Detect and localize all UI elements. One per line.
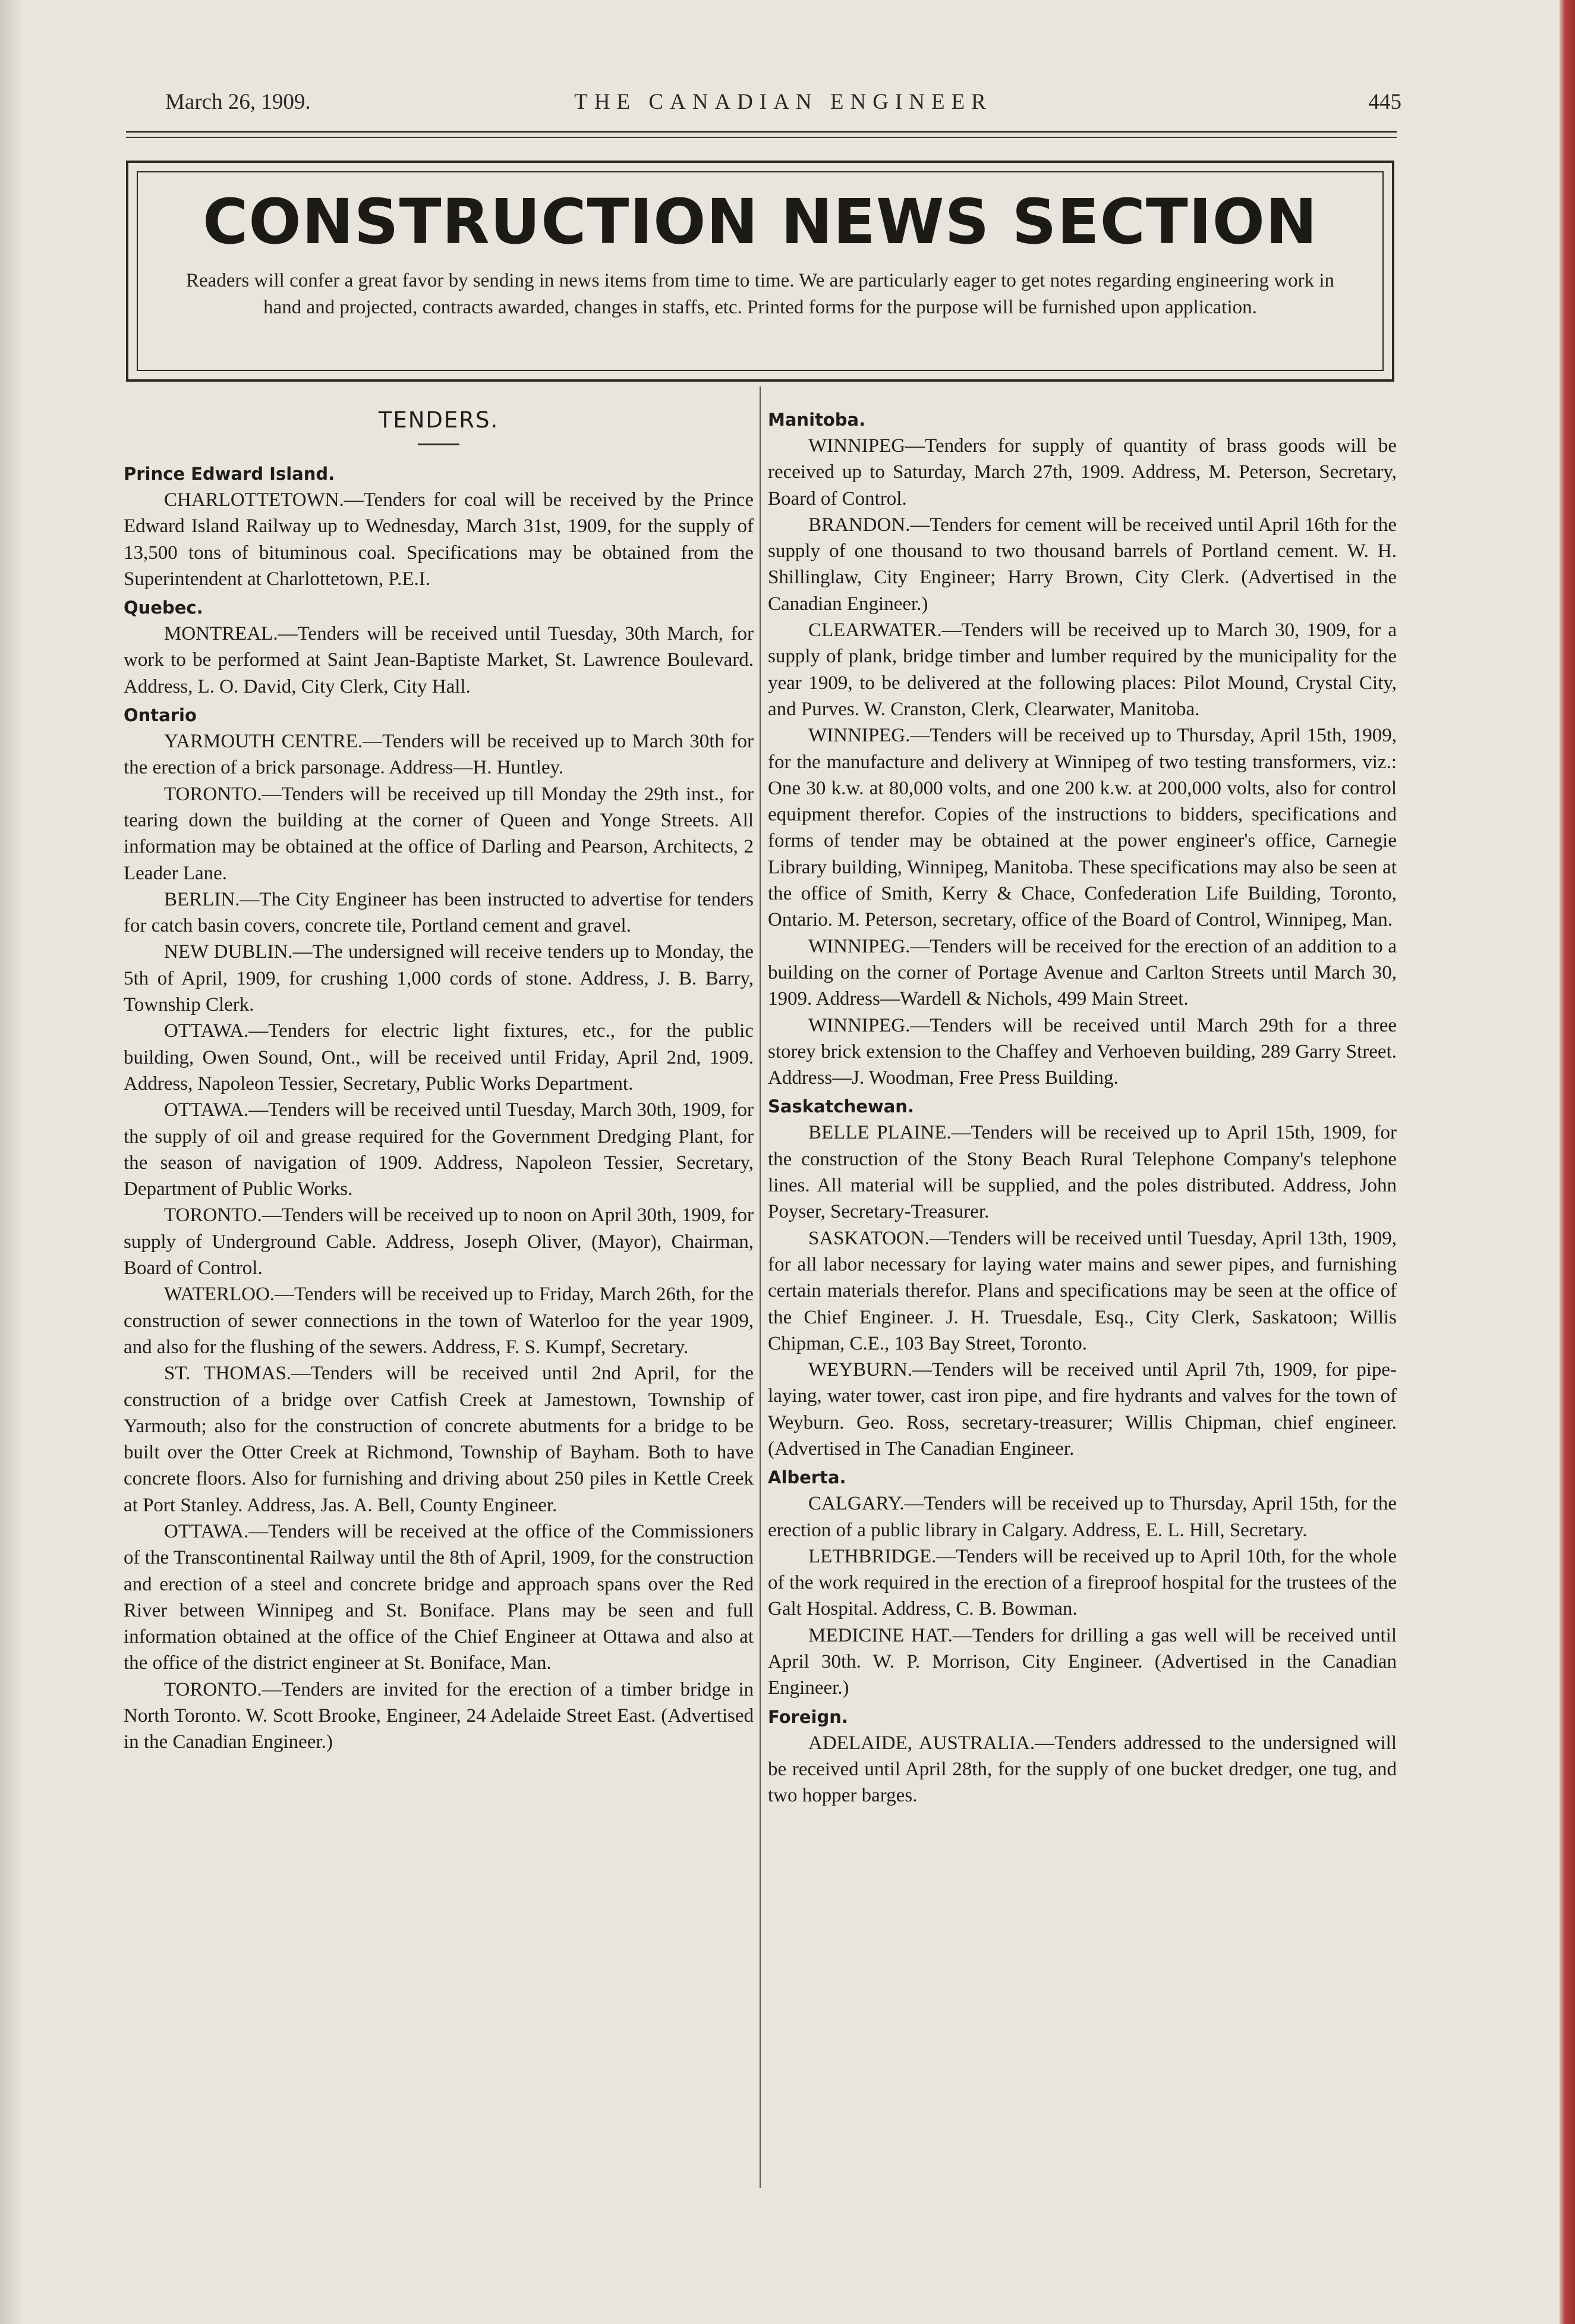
tender-item: WINNIPEG—Tenders for supply of quantity of brass goods will be received up to Saturday, March 27th, 1909. Address, M. Peterson, Secretary, Board of Control. (768, 435, 1397, 510)
tender-item: TORONTO.—Tenders will be received up till Monday the 29th inst., for tearing down the building at the corner of Queen and Yonge Streets. All information may be obtained at the office of Darling and Pearson, Architects, 2 Leader Lane. (124, 783, 754, 884)
tender-item: WINNIPEG.—Tenders will be received up to Thursday, April 15th, 1909, for the manufacture and delivery at Winnipeg of two testing transformers, viz.: One 30 k.w. at 80,000 volts, and one 200 k.w. at 200,000 volts, also for control equipment therefor. Copies of the instructions to bidders, specifications and forms of tender may be obtained at the power engineer's office, Carnegie Library building, Winnipeg, Manitoba. These specifications may also be seen at the office of Smith, Kerry & Chace, Confederation Life Building, Toronto, Ontario. M. Peterson, secretary, office of the Board of Control, Winnipeg, Man. (768, 725, 1397, 931)
tender-item: YARMOUTH CENTRE.—Tenders will be received up to March 30th for the erection of a brick parsonage. Address—H. Huntley. (124, 731, 754, 779)
tender-item: CLEARWATER.—Tenders will be received up to March 30, 1909, for a supply of plank, bridge timber and lumber required by the municipality for the year 1909, to be delivered at the following places: Pilot Mound, Crystal City, and Purves. W. Cranston, Clerk, Clearwater, Manitoba. (768, 619, 1397, 720)
tender-item: ST. THOMAS.—Tenders will be received until 2nd April, for the construction of a bridge over Catfish Creek at Jamestown, Township of Yarmouth; also for the construction of concrete abutments for a bridge to be built over the Otter Creek at Richmond, Township of Bayham. Both to have concrete floors. Also for furnishing and driving about 250 piles in Kettle Creek at Port Stanley. Address, Jas. A. Bell, County Engineer. (124, 1363, 754, 1516)
tender-item: NEW DUBLIN.—The undersigned will receive tenders up to Monday, the 5th of April, 1909, for crushing 1,000 cords of stone. Address, J. B. Barry, Township Clerk. (124, 941, 754, 1016)
tender-item: OTTAWA.—Tenders for electric light fixtures, etc., for the public building, Owen Sound, Ont., will be received until Friday, April 2nd, 1909. Address, Napoleon Tessier, Secretary, Public Works Department. (124, 1020, 754, 1095)
banner-notice: Readers will confer a great favor by sending in news items from time to time. We are particularly eager to get notes regarding engineering work in hand and projected, contracts awarded, changes in staffs, etc. Printed forms for the purpose will be furnished upon application. (185, 270, 1335, 318)
tender-item: LETHBRIDGE.—Tenders will be received up to April 10th, for the whole of the work required in the erection of a fireproof hospital for the trustees of the Galt Hospital. Address, C. B. Bowman. (768, 1545, 1397, 1620)
tender-item: WINNIPEG.—Tenders will be received for the erection of an addition to a building on the corner of Portage Avenue and Carlton Streets until March 30, 1909. Address—Wardell & Nichols, 499 Main Street. (768, 935, 1397, 1010)
page-number: 445 (1368, 90, 1401, 114)
tender-item: WINNIPEG.—Tenders will be received until March 29th for a three storey brick extension to the Chaffey and Verhoeven building, 289 Garry Street. Address—J. Woodman, Free Press Building. (768, 1014, 1397, 1089)
column-divider (760, 386, 761, 2188)
province-heading: Foreign. (768, 1706, 848, 1727)
section-banner (126, 161, 1394, 382)
page-gutter-shadow (0, 0, 24, 2324)
tender-item: CHARLOTTETOWN.—Tenders for coal will be received by the Prince Edward Island Railway up to Wednesday, March 31st, 1909, for the supply of 13,500 tons of bituminous coal. Specifications may be obtained from the Superintendent at Charlottetown, P.E.I. (124, 489, 754, 590)
tender-item: TORONTO.—Tenders will be received up to noon on April 30th, 1909, for supply of Underground Cable. Address, Joseph Oliver, (Mayor), Chairman, Board of Control. (124, 1205, 754, 1279)
right-column (768, 404, 1397, 1809)
province-heading: Manitoba. (768, 410, 866, 430)
header-rule (126, 137, 1397, 138)
tender-item: WATERLOO.—Tenders will be received up to Friday, March 26th, for the construction of sewer connections in the town of Waterloo for the year 1909, and also for the flushing of the sewers. Address, F. S. Kumpf, Secretary. (124, 1284, 754, 1358)
running-header (165, 89, 1401, 125)
header-rule (126, 131, 1397, 133)
province-heading: Ontario (124, 705, 197, 726)
left-column (124, 404, 754, 1756)
tender-item: TORONTO.—Tenders are invited for the erection of a timber bridge in North Toronto. W. Scott Brooke, Engineer, 24 Adelaide Street East. (Advertised in the Canadian Engineer.) (124, 1678, 754, 1753)
province-heading: Prince Edward Island. (124, 464, 335, 484)
title-rule (418, 444, 459, 445)
province-heading: Alberta. (768, 1467, 846, 1488)
province-heading: Quebec. (124, 597, 203, 618)
issue-date: March 26, 1909. (165, 90, 311, 114)
tenders-title: TENDERS. (378, 407, 499, 433)
banner-title: CONSTRUCTION NEWS SECTION (202, 185, 1318, 258)
province-heading: Saskatchewan. (768, 1096, 914, 1117)
tender-item: MEDICINE HAT.—Tenders for drilling a gas well will be received until April 30th. W. P. Morrison, City Engineer. (Advertised in the Canadian Engineer.) (768, 1624, 1397, 1699)
page-edge (1560, 0, 1575, 2324)
tender-item: BERLIN.—The City Engineer has been instructed to advertise for tenders for catch basin covers, concrete tile, Portland cement and gravel. (124, 888, 754, 937)
journal-title: THE CANADIAN ENGINEER (574, 90, 993, 114)
tender-item: OTTAWA.—Tenders will be received at the office of the Commissioners of the Transcontinental Railway until the 8th of April, 1909, for the construction and erection of a steel and concrete bridge and approach spans over the Red River between Winnipeg and St. Boniface. Plans may be seen and full information obtained at the office of the Chief Engineer at Ottawa and also at the office of the district engineer at St. Boniface, Man. (124, 1520, 754, 1674)
tender-item: CALGARY.—Tenders will be received up to Thursday, April 15th, for the erection of a public library in Calgary. Address, E. L. Hill, Secretary. (768, 1493, 1397, 1541)
tender-item: BRANDON.—Tenders for cement will be received until April 16th for the supply of one thousand to two thousand barrels of Portland cement. W. H. Shillinglaw, City Engineer; Harry Brown, City Clerk. (Advertised in the Canadian Engineer.) (768, 514, 1397, 615)
tender-item: OTTAWA.—Tenders will be received until Tuesday, March 30th, 1909, for the supply of oil and grease required for the Government Dredging Plant, for the season of navigation of 1909. Address, Napoleon Tessier, Secretary, Department of Public Works. (124, 1099, 754, 1200)
tender-item: ADELAIDE, AUSTRALIA.—Tenders addressed to the undersigned will be received until April 28th, for the supply of one bucket dredger, one tug, and two hopper barges. (768, 1732, 1397, 1807)
tender-item: SASKATOON.—Tenders will be received until Tuesday, April 13th, 1909, for all labor necessary for laying water mains and sewer pipes, and furnishing certain materials therefor. Plans and specifications may be seen at the office of the Chief Engineer. J. H. Truesdale, Esq., City Clerk, Saskatoon; Willis Chipman, C.E., 103 Bay Street, Toronto. (768, 1227, 1397, 1354)
tender-item: WEYBURN.—Tenders will be received until April 7th, 1909, for pipe-laying, water tower, cast iron pipe, and fire hydrants and valves for the town of Weyburn. Geo. Ross, secretary-treasurer; Willis Chipman, chief engineer. (Advertised in The Canadian Engineer. (768, 1359, 1397, 1460)
tender-item: BELLE PLAINE.—Tenders will be received up to April 15th, 1909, for the construction of the Stony Beach Rural Telephone Company's telephone lines. All material will be supplied, and the poles distributed. Address, John Poyser, Secretary-Treasurer. (768, 1122, 1397, 1223)
tender-item: MONTREAL.—Tenders will be received until Tuesday, 30th March, for work to be performed at Saint Jean-Baptiste Market, St. Lawrence Boulevard. Address, L. O. David, City Clerk, City Hall. (124, 623, 754, 697)
